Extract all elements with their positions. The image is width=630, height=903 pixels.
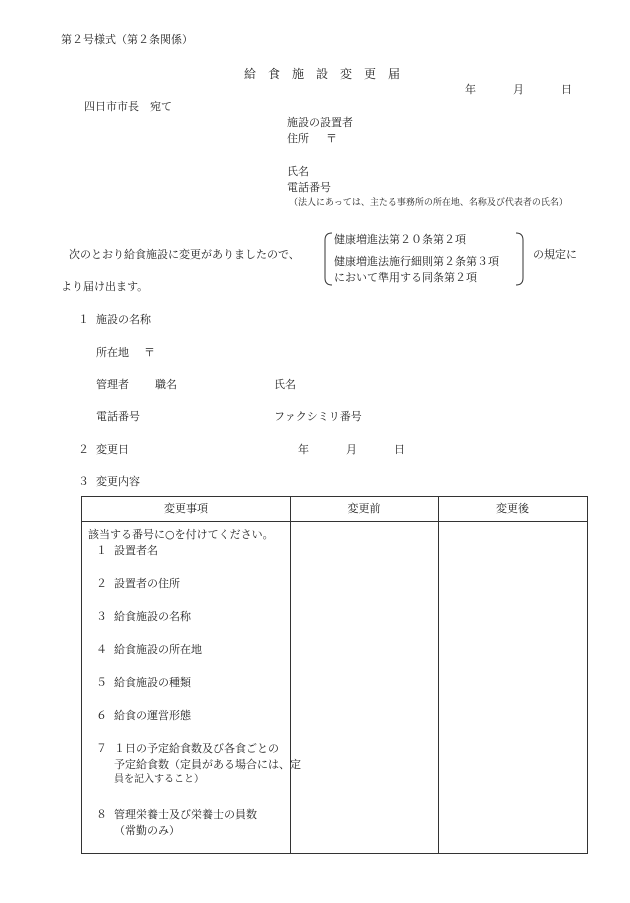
item-number: １ — [96, 544, 107, 557]
change-date-day: 日 — [394, 443, 405, 456]
item-number: ７ — [96, 742, 107, 755]
location-label: 所在地 — [96, 346, 129, 359]
statement-lead: 次のとおり給食施設に変更がありましたので、 — [69, 248, 300, 261]
applicant-name-label: 氏名 — [287, 165, 309, 178]
change-item-7[interactable] — [96, 743, 279, 754]
form-title: 給 食 施 設 変 更 届 — [244, 67, 401, 81]
applicant-note: （法人にあっては、主たる事務所の所在地、名称及び代表者の氏名） — [289, 198, 568, 208]
section3-label: 変更内容 — [96, 475, 140, 488]
item-text: １日の予定給食数及び各食ごとの — [114, 742, 279, 755]
applicant-postal-mark: 〒 — [326, 132, 337, 145]
date-day: 日 — [561, 83, 572, 96]
statement-brace-top: 健康増進法第２０条第２項 — [334, 233, 466, 246]
table-header-line — [82, 521, 587, 522]
change-date-year: 年 — [298, 443, 309, 456]
table-instruction: 該当する番号に○を付けてください。 — [88, 528, 274, 541]
applicant-phone-label: 電話番号 — [287, 181, 331, 194]
table-divider — [290, 497, 291, 853]
item-text: 管理栄養士及び栄養士の員数 — [114, 808, 257, 821]
change-item-3[interactable] — [96, 611, 191, 622]
section2-label: 変更日 — [96, 443, 129, 456]
change-table — [81, 496, 588, 854]
change-item-7-line2: 予定給食数（定員がある場合には、定 — [114, 758, 301, 771]
item-number: ５ — [96, 676, 107, 689]
table-header-after: 変更後 — [496, 502, 529, 515]
statement-line2: より届け出ます。 — [61, 280, 149, 293]
section1-label: 施設の名称 — [96, 313, 151, 326]
item-number: ６ — [96, 709, 107, 722]
applicant-address-label: 住所 — [287, 132, 309, 145]
statement-brace-bottom-1: 健康増進法施行細則第２条第３項 — [334, 255, 499, 268]
change-item-4[interactable] — [96, 644, 202, 655]
right-brace — [516, 233, 523, 285]
statement-trail: の規定に — [533, 248, 577, 261]
change-item-6[interactable] — [96, 710, 191, 721]
table-divider — [438, 497, 439, 853]
left-brace — [325, 233, 332, 285]
item-text: 給食施設の種類 — [114, 676, 191, 689]
facility-phone-label: 電話番号 — [96, 410, 140, 423]
section1-number: １ — [78, 313, 89, 326]
item-text: 給食施設の名称 — [114, 610, 191, 623]
form-style-label: 第２号様式（第２条関係） — [61, 33, 193, 46]
date-year: 年 — [465, 83, 476, 96]
item-number: ８ — [96, 808, 107, 821]
change-item-2[interactable] — [96, 578, 180, 589]
table-header-before: 変更前 — [347, 502, 381, 515]
manager-position-label: 職名 — [155, 378, 177, 391]
item-number: ２ — [96, 577, 107, 590]
manager-label: 管理者 — [96, 378, 129, 391]
item-number: ３ — [96, 610, 107, 623]
item-text: 給食の運営形態 — [114, 709, 191, 722]
change-item-8-line2: （常勤のみ） — [114, 824, 180, 837]
section3-number: ３ — [78, 475, 89, 488]
applicant-label: 施設の設置者 — [287, 116, 353, 129]
change-item-8[interactable] — [96, 809, 257, 820]
item-text: 設置者の住所 — [114, 577, 180, 590]
table-header-change-item: 変更事項 — [164, 502, 208, 515]
change-item-5[interactable] — [96, 677, 191, 688]
manager-name-label: 氏名 — [274, 378, 296, 391]
location-postal-mark: 〒 — [144, 346, 155, 359]
facility-fax-label: ファクシミリ番号 — [274, 410, 362, 423]
change-item-1[interactable] — [96, 545, 158, 556]
date-month: 月 — [513, 83, 524, 96]
change-item-7-line3: 員を記入すること） — [114, 774, 204, 785]
item-text: 設置者名 — [114, 544, 158, 557]
item-number: ４ — [96, 643, 107, 656]
section2-number: ２ — [78, 443, 89, 456]
change-date-month: 月 — [346, 443, 357, 456]
item-text: 給食施設の所在地 — [114, 643, 202, 656]
recipient: 四日市市長 宛て — [84, 100, 172, 113]
statement-brace-bottom-2: において準用する同条第２項 — [334, 271, 477, 284]
